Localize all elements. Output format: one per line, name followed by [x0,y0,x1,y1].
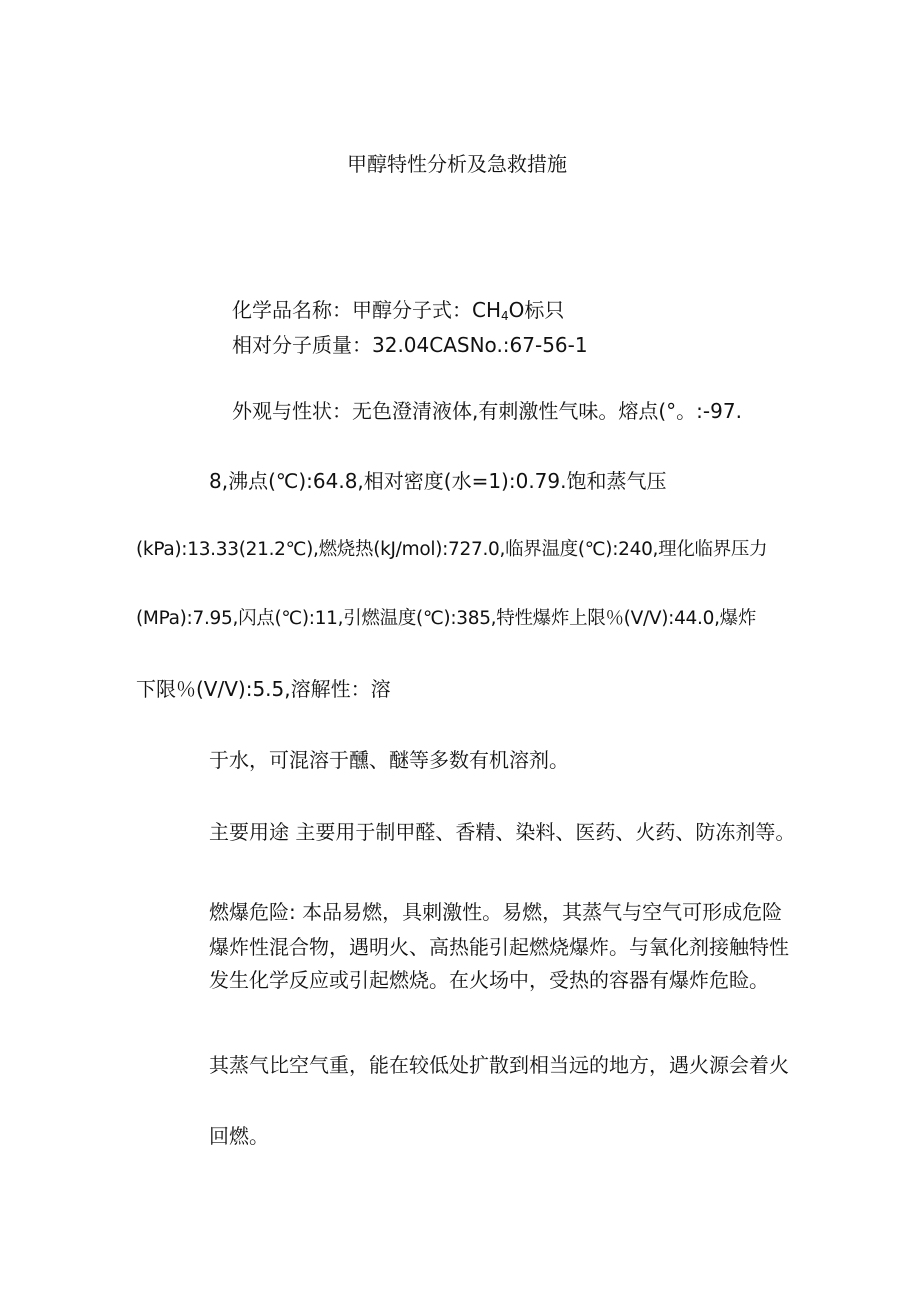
main-uses-line: 主要用途 主要用于制甲醛、香精、染料、医药、火药、防冻剂等。 [209,820,796,844]
document-title: 甲醇特性分析及急救措施 [347,152,567,176]
formula-subscript: 4 [501,309,509,323]
chemical-name-line [232,298,564,328]
chemical-name-text: 化学品名称：甲醇分子式：CH [232,298,502,322]
solubility-line: 于水，可混溶于醺、醚等多数有机溶剂。 [209,748,569,772]
hazard-line-1: 燃爆危险: 本品易燃，具刺激性。易燃，其蒸气与空气可形成危险 [209,900,783,924]
vapor-line-1: 其蒸气比空气重，能在较低处扩散到相当远的地方，遇火源会着火 [209,1053,789,1077]
properties-line-1: 8,沸点(℃):64.8,相对密度(水=1):0.79.饱和蒸气压 [209,469,667,493]
hazard-line-2: 爆炸性混合物，遇明火、高热能引起燃烧爆炸。与氧化剂接触特性 [209,935,789,959]
properties-line-2: (kPa):13.33(21.2℃),燃烧热(kJ/mol):727.0,临界温度(℃):240,理化临界压力 [136,539,768,560]
properties-line-3: (MPa):7.95,闪点(℃):11,引燃温度(℃):385,特性爆炸上限％(V/V):44.0,爆炸 [136,608,757,629]
properties-line-4: 下限％(V/V):5.5,溶解性：溶 [136,677,391,701]
vapor-line-2: 回燃。 [209,1124,269,1148]
hazard-line-3: 发生化学反应或引起燃烧。在火场中，受热的容器有爆炸危睑。 [209,968,769,992]
appearance-line: 外观与性状：无色澄清液体,有刺激性气味。熔点(°。:-97. [232,399,742,423]
molecular-mass-line: 相对分子质量：32.04CASNo.:67-56-1 [232,333,588,357]
chemical-name-text-tail: O标只 [508,298,565,322]
